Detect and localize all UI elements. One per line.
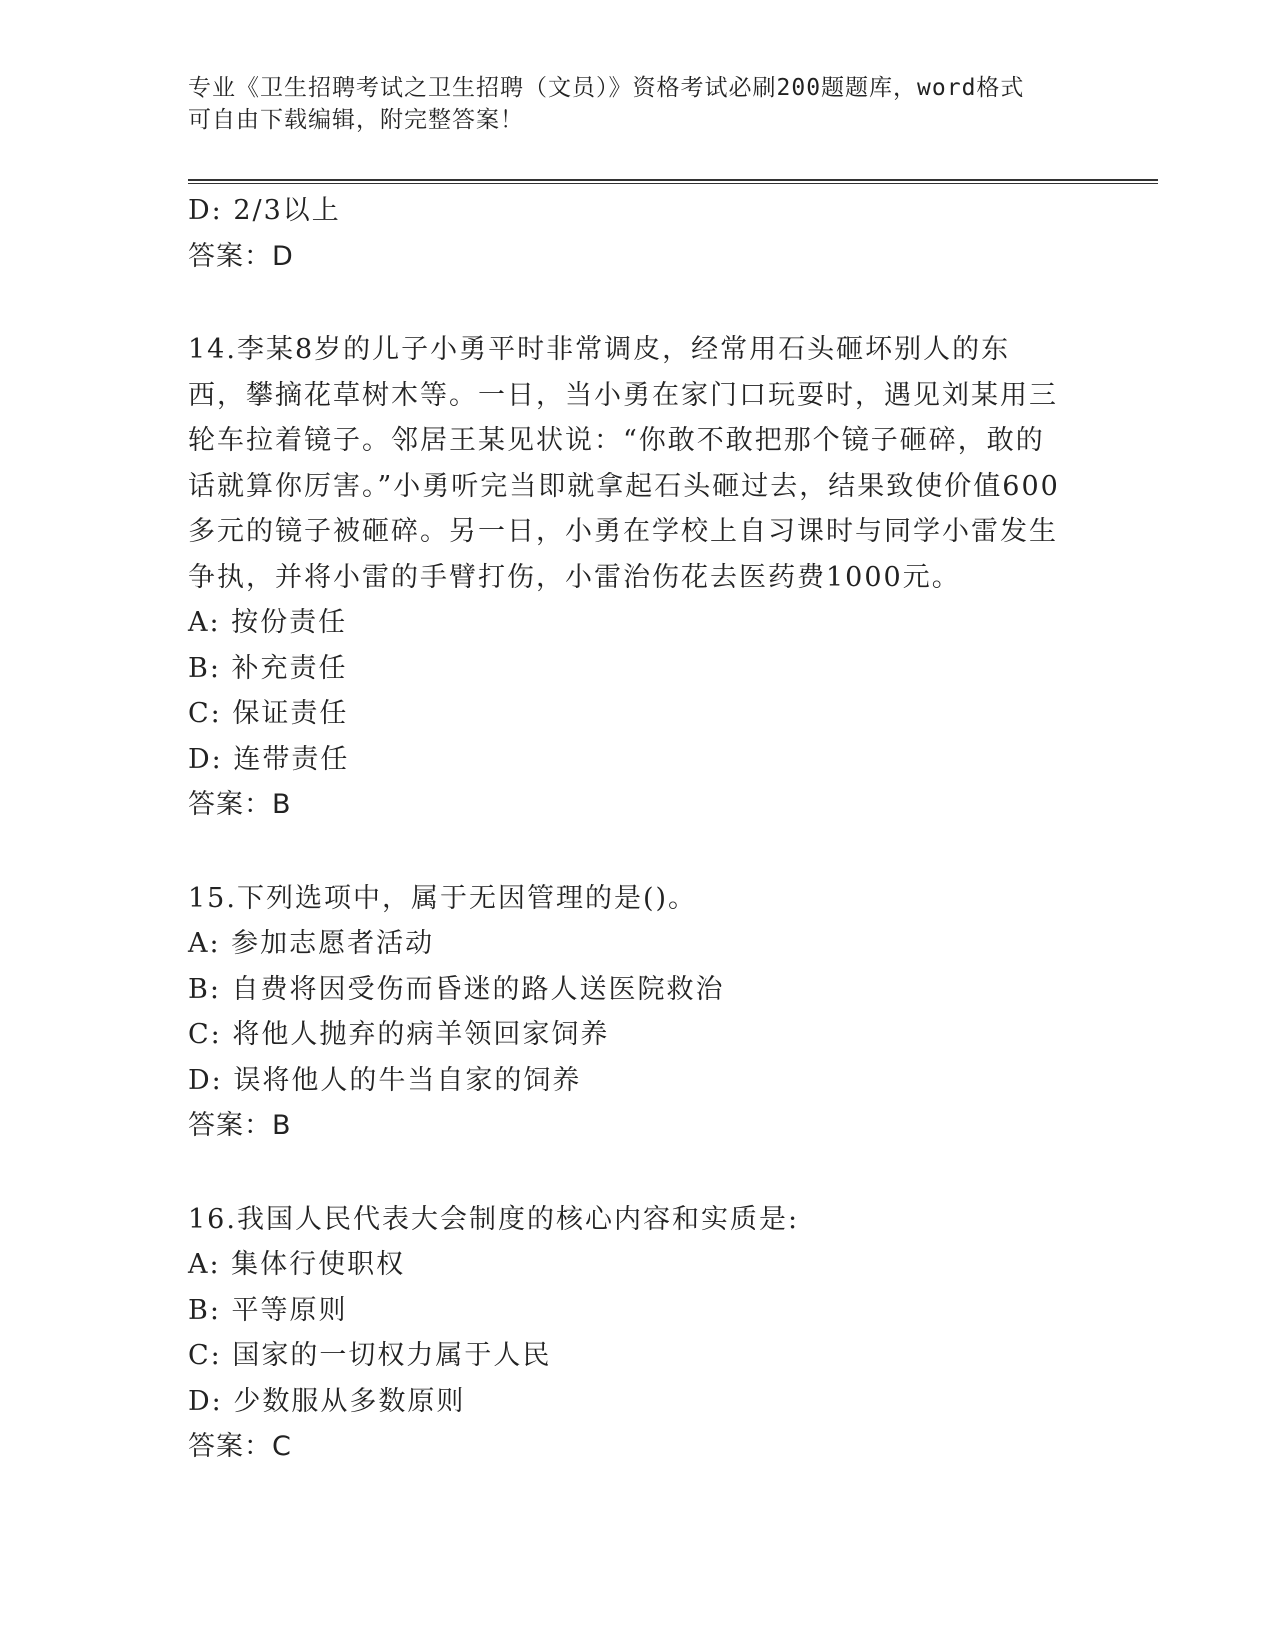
option-d: D: 误将他人的牛当自家的饲养: [188, 1064, 582, 1096]
option-a: A: 按份责任: [188, 607, 348, 638]
question-list: [188, 188, 1068, 1470]
question-15: [188, 876, 1068, 1149]
option-b: B: 自费将因受伤而昏迷的路人送医院救治: [188, 973, 725, 1005]
option-c: C: 保证责任: [188, 698, 349, 729]
option-a: A: 集体行使职权: [188, 1249, 406, 1280]
answer-line: 答案：C: [188, 1431, 292, 1462]
question-14: [188, 327, 1068, 828]
question-stem: 15.下列选项中，属于无因管理的是()。: [188, 882, 698, 914]
previous-question-tail: [188, 188, 1068, 279]
answer-line: 答案：B: [188, 1110, 292, 1141]
question-stem: 14.李某8岁的儿子小勇平时非常调皮，经常用石头砸坏别人的东西，攀摘花草树木等。一日，当小勇在家门口玩耍时，遇见刘某用三轮车拉着镜子。邻居王某见状说：“你敢不敢把那个镜子砸碎，敢的话就算你厉害。”小勇听完当即就拿起石头砸过去，结果致使价值600多元的镜子被砸碎。另一日，小勇在学校上自习课时与同学小雷发生争执，并将小雷的手臂打伤，小雷治伤花去医药费1000元。: [188, 334, 1060, 593]
option-b: B: 平等原则: [188, 1294, 348, 1326]
option-c: C: 国家的一切权力属于人民: [188, 1340, 552, 1371]
option-d: D: 连带责任: [188, 743, 350, 775]
header-line-2: 可自由下载编辑，附完整答案！: [188, 107, 524, 133]
option-a: A: 参加志愿者活动: [188, 928, 435, 959]
answer-line: 答案：D: [188, 240, 294, 272]
header-line-1: 专业《卫生招聘考试之卫生招聘（文员）》资格考试必刷200题题库，word格式: [188, 75, 1025, 101]
question-stem: 16.我国人民代表大会制度的核心内容和实质是:: [188, 1203, 800, 1235]
option-c: C: 将他人抛弃的病羊领回家饲养: [188, 1019, 610, 1050]
header-divider-thin: [188, 183, 1158, 184]
option-d: D: 2/3以上: [188, 195, 341, 226]
option-b: B: 补充责任: [188, 652, 348, 684]
answer-line: 答案：B: [188, 789, 292, 820]
header-divider: [188, 179, 1158, 181]
question-16: [188, 1197, 1068, 1470]
document-header: [188, 72, 1068, 136]
option-d: D: 少数服从多数原则: [188, 1385, 466, 1417]
